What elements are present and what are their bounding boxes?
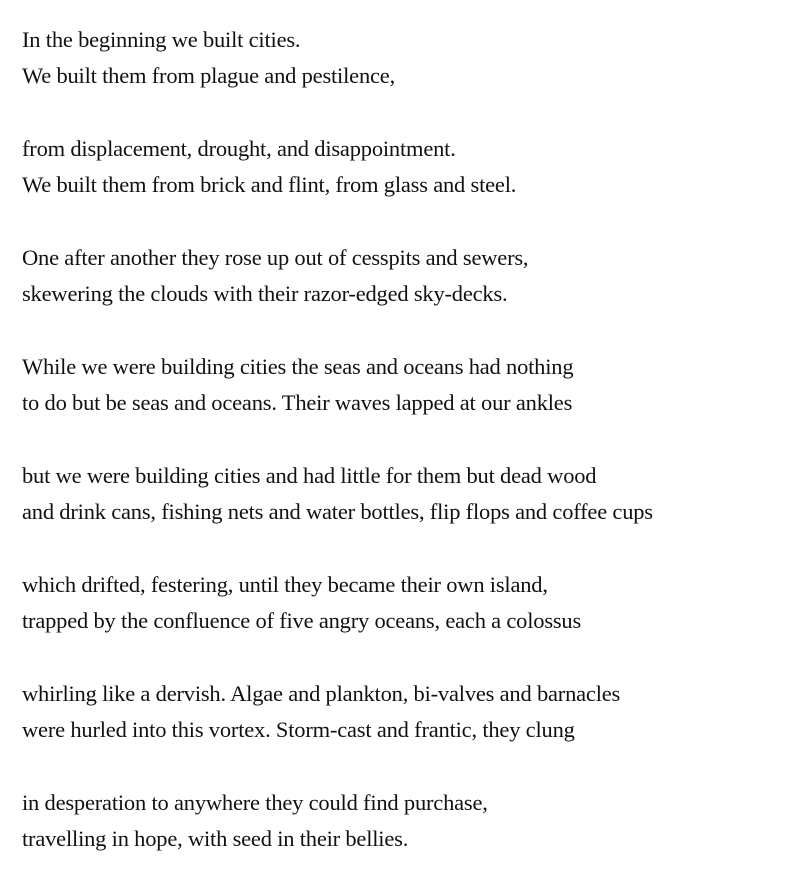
stanza-4 <box>22 349 653 421</box>
stanza-8 <box>22 785 653 857</box>
stanza-7 <box>22 676 653 748</box>
poem-line: trapped by the confluence of five angry oceans, each a colossus <box>22 608 582 633</box>
poem-line: While we were building cities the seas and oceans had nothing <box>22 354 574 379</box>
poem-line: to do but be seas and oceans. Their waves lapped at our ankles <box>22 390 573 415</box>
poem-line: which drifted, festering, until they became their own island, <box>22 572 548 597</box>
poem-line: In the beginning we built cities. <box>22 27 301 52</box>
poem-line: were hurled into this vortex. Storm-cast and frantic, they clung <box>22 717 575 742</box>
stanza-1 <box>22 22 653 94</box>
stanza-5 <box>22 458 653 530</box>
poem-line: from displacement, drought, and disappointment. <box>22 136 456 161</box>
stanza-2 <box>22 131 653 203</box>
poem-line: One after another they rose up out of cesspits and sewers, <box>22 245 529 270</box>
poem-line: in desperation to anywhere they could find purchase, <box>22 790 488 815</box>
poem <box>22 22 653 894</box>
poem-line: skewering the clouds with their razor-edged sky-decks. <box>22 281 508 306</box>
poem-line: We built them from plague and pestilence, <box>22 63 395 88</box>
poem-line: but we were building cities and had little for them but dead wood <box>22 463 597 488</box>
poem-line: whirling like a dervish. Algae and plankton, bi-valves and barnacles <box>22 681 621 706</box>
stanza-6 <box>22 567 653 639</box>
poem-line: We built them from brick and flint, from glass and steel. <box>22 172 517 197</box>
poem-line: travelling in hope, with seed in their bellies. <box>22 826 409 851</box>
poem-line: and drink cans, fishing nets and water bottles, flip flops and coffee cups <box>22 499 653 524</box>
stanza-3 <box>22 240 653 312</box>
